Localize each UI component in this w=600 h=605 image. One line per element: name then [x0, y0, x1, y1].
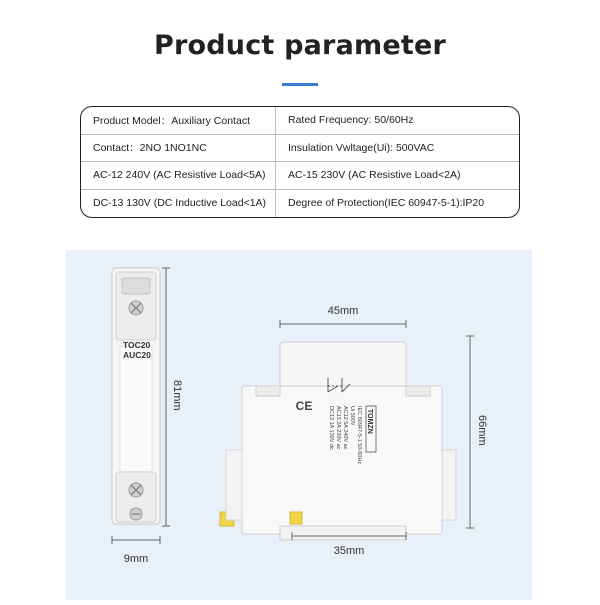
side-view-module	[112, 268, 160, 524]
side-height-dimension	[162, 268, 170, 526]
spec-line: DC13 1A 130V dc	[328, 406, 334, 450]
parameter-table	[80, 106, 520, 218]
bottom-width-label: 35mm	[333, 545, 365, 557]
page-title: Product parameter	[154, 30, 446, 61]
side-width-label: 9mm	[123, 553, 149, 565]
dimension-diagram	[66, 250, 532, 600]
dimension-drawing	[66, 250, 532, 600]
top-width-dimension	[280, 320, 406, 328]
top-width-label: 45mm	[327, 305, 359, 317]
side-width-dimension	[112, 536, 160, 544]
front-height-dimension	[466, 336, 474, 528]
param-cell: Product Model：Auxiliary Contact	[81, 107, 276, 135]
side-height-label: 81mm	[171, 380, 183, 411]
param-cell: Insulation Vwltage(Ui): 500VAC	[276, 135, 519, 163]
param-cell: AC-15 230V (AC Resistive Load<2A)	[276, 162, 519, 190]
brand-label: TOMZN	[366, 409, 373, 434]
spec-line: AC12 5A 240V ac	[342, 406, 348, 450]
spec-line: IEC 60947-5-1 50-60Hz	[356, 406, 362, 465]
param-cell: Contact：2NO 1NO1NC	[81, 135, 276, 163]
param-cell: Degree of Protection(IEC 60947-5-1):IP20	[288, 197, 485, 210]
spec-line: Ui 500V	[349, 406, 355, 426]
title-underline	[282, 83, 318, 86]
spec-line: AC15 2A 230V ac	[335, 406, 341, 450]
param-cell: Rated Frequency: 50/60Hz	[276, 107, 519, 135]
side-model-label-1: TOC20	[123, 340, 151, 350]
param-cell: DC-13 130V (DC Inductive Load<1A)	[81, 190, 276, 218]
side-model-label-2: AUC20	[123, 350, 151, 360]
front-height-label: 66mm	[476, 415, 488, 446]
param-cell: AC-12 240V (AC Resistive Load<5A)	[81, 162, 276, 190]
ce-mark: CE	[295, 399, 313, 413]
